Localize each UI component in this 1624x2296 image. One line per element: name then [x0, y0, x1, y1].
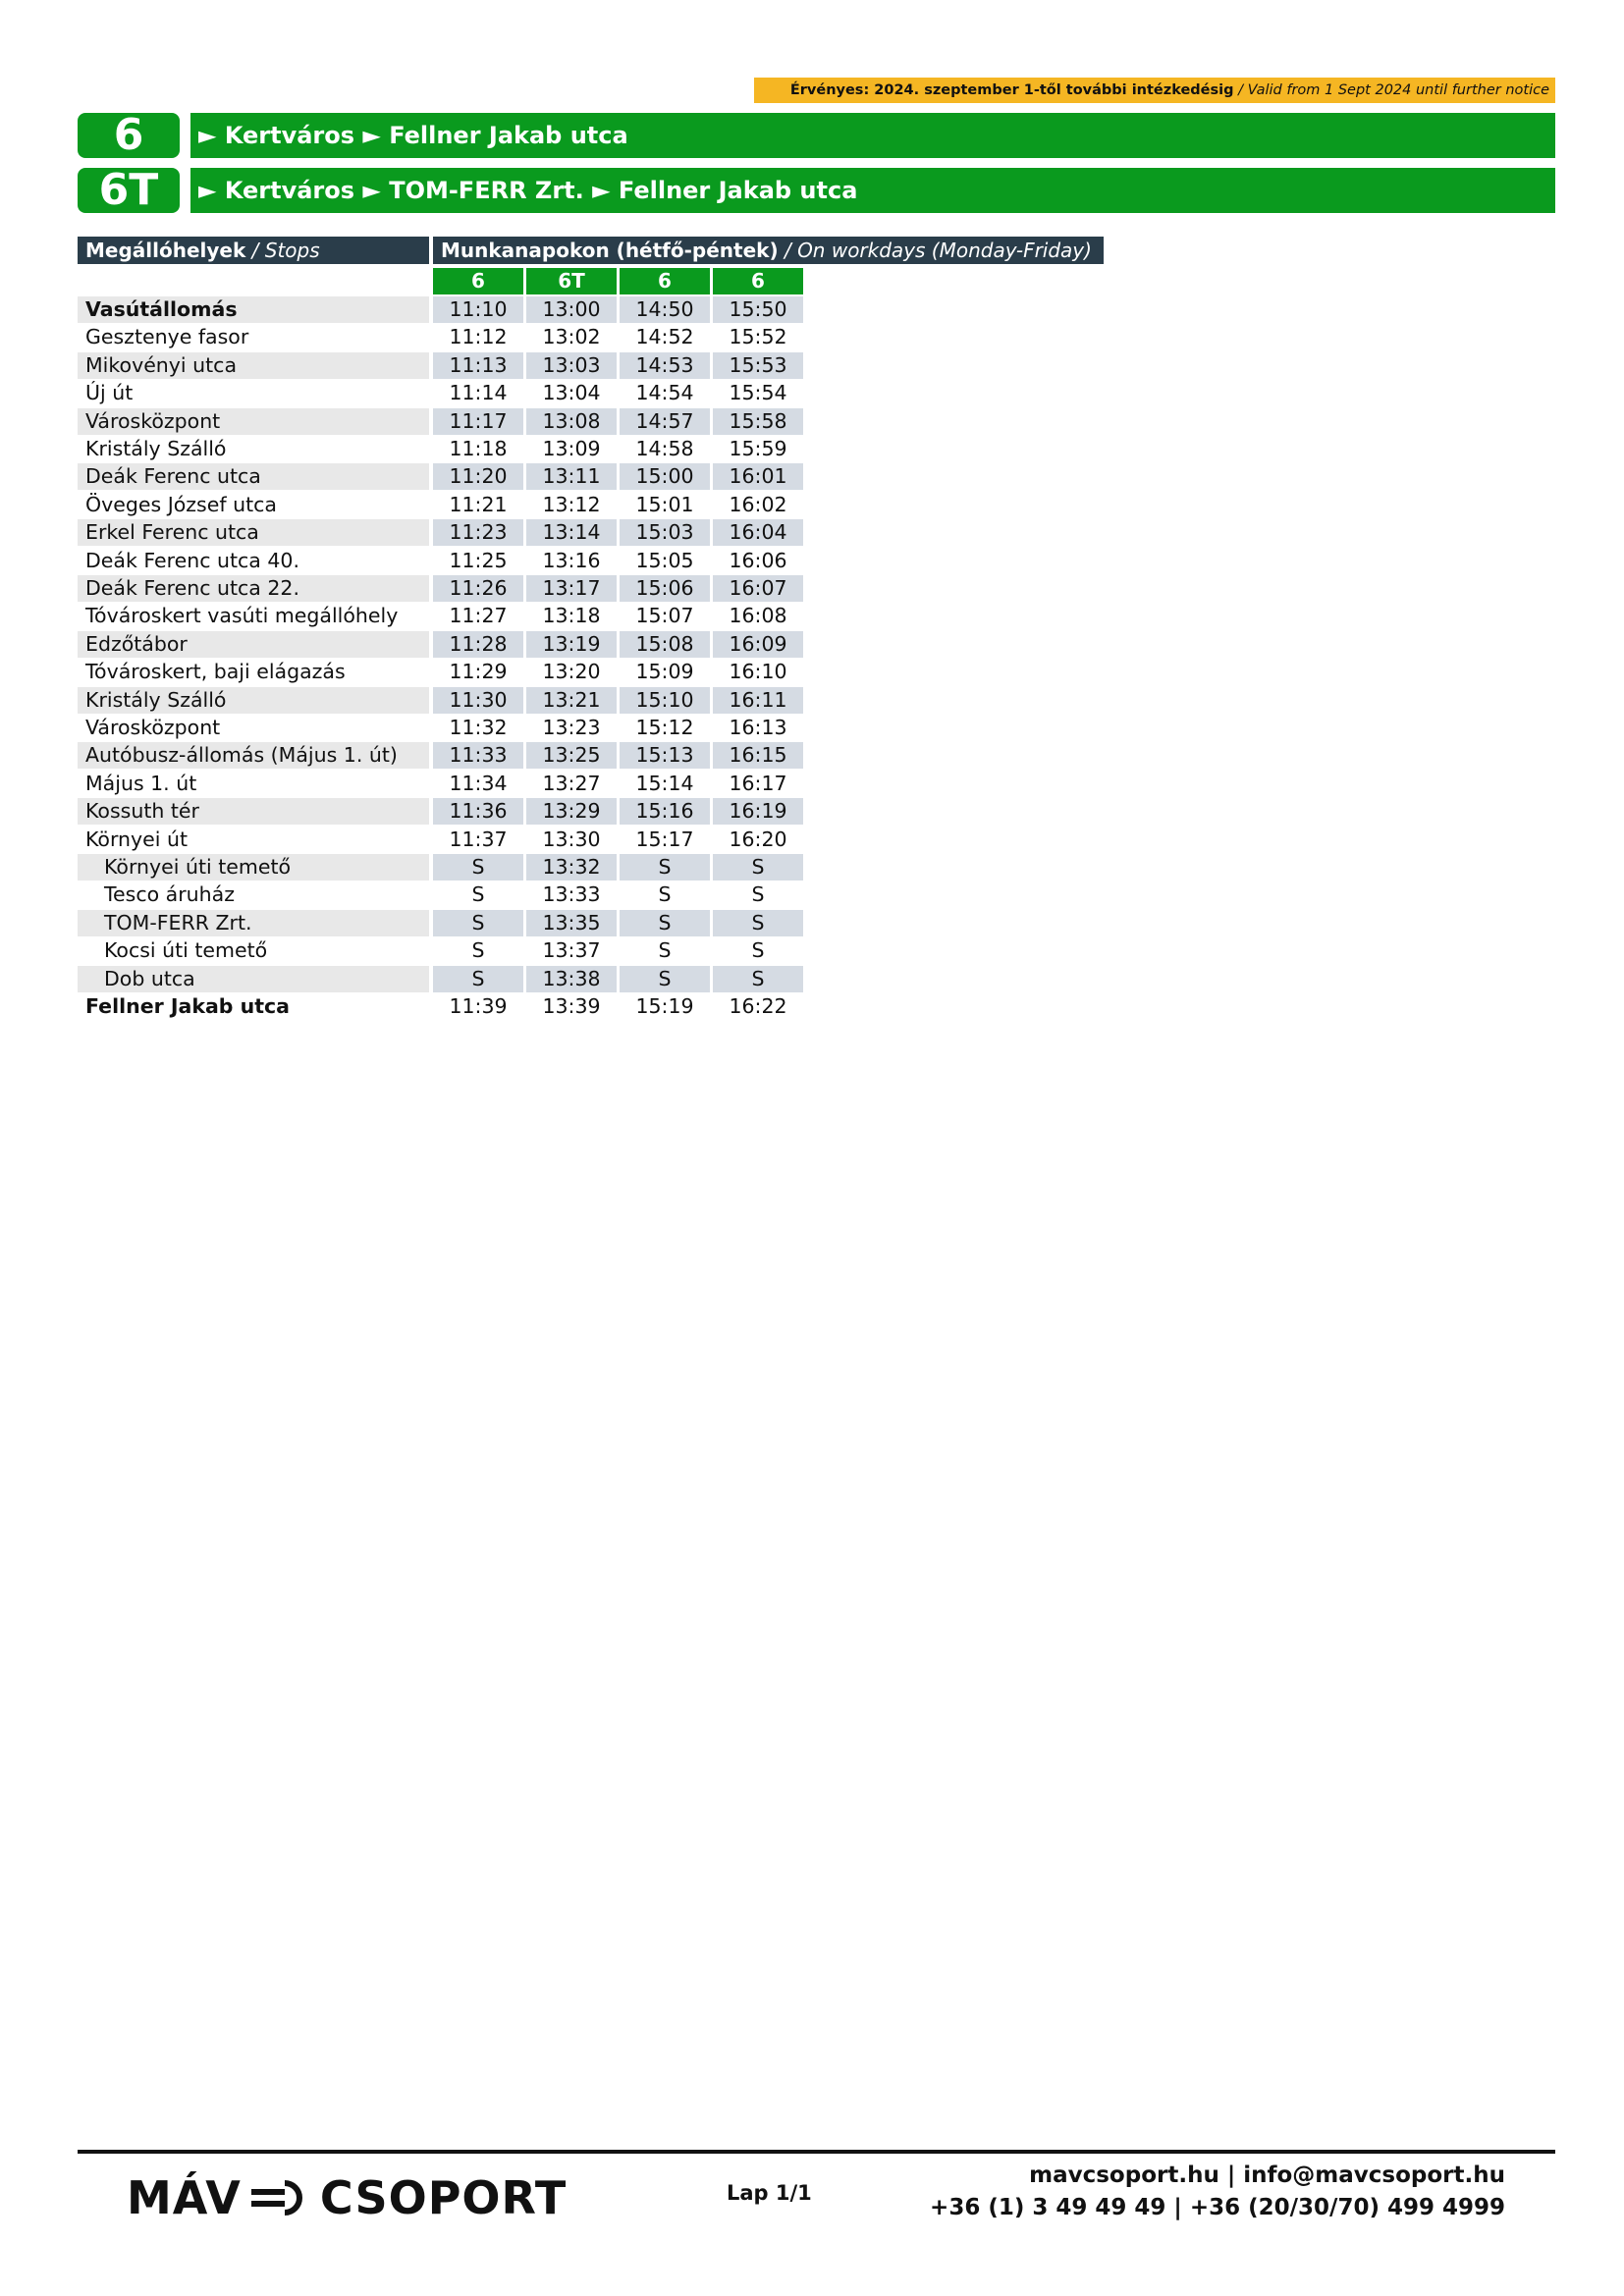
table-row: [78, 993, 804, 1021]
departure-time: 16:20: [729, 827, 787, 851]
stop-name: Edzőtábor: [78, 631, 429, 658]
table-row: [78, 324, 804, 351]
stop-name: Deák Ferenc utca 22.: [78, 575, 429, 602]
departure-time: 15:58: [713, 408, 803, 435]
stop-name: Deák Ferenc utca 40.: [85, 548, 299, 572]
departure-time: 11:21: [449, 492, 508, 516]
table-row: [78, 937, 804, 965]
departure-time: 13:21: [526, 687, 617, 714]
table-row: [78, 827, 804, 854]
departure-time: 16:13: [729, 716, 787, 739]
departure-time: 15:06: [620, 575, 710, 602]
stop-name: Kocsi úti temető: [104, 938, 268, 963]
contact-phone: +36 (1) 3 49 49 49 | +36 (20/30/70) 499 4999: [930, 2195, 1505, 2220]
stop-name: Környei úti temető: [78, 854, 429, 881]
column-header: 6T: [526, 268, 617, 294]
table-row: [78, 966, 804, 993]
departure-time: 15:54: [729, 381, 787, 405]
footer-divider: [78, 2150, 1555, 2154]
table-row: [78, 352, 804, 380]
departure-time: 11:27: [449, 604, 508, 628]
contact-web-email: mavcsoport.hu | info@mavcsoport.hu: [1029, 2163, 1505, 2188]
stop-name: Új út: [85, 381, 134, 405]
departure-time: 11:39: [449, 994, 508, 1018]
departure-time: S: [751, 938, 765, 963]
departure-time: S: [713, 910, 803, 936]
departure-time: 13:25: [526, 742, 617, 769]
departure-time: 14:50: [620, 296, 710, 323]
departure-time: S: [620, 854, 710, 881]
table-row: [78, 687, 804, 715]
table-row: [78, 408, 804, 436]
departure-time: 15:52: [729, 325, 787, 349]
stop-name: Környei út: [85, 827, 189, 851]
departure-time: 13:29: [526, 798, 617, 825]
table-row: [78, 548, 804, 575]
stops-header: [78, 237, 429, 264]
departure-time: 16:06: [729, 548, 787, 572]
departure-time: 16:17: [729, 771, 787, 795]
mav-csoport-logo: [127, 2173, 567, 2222]
stops-header-en: / Stops: [251, 239, 320, 262]
stop-name: Május 1. út: [85, 771, 197, 795]
departure-time: 15:07: [635, 604, 694, 628]
departure-time: S: [433, 966, 523, 992]
stop-name: Kossuth tér: [78, 798, 429, 825]
departure-time: 13:02: [542, 325, 601, 349]
departure-time: 11:33: [433, 742, 523, 769]
departure-time: 11:13: [433, 352, 523, 379]
stop-name: Fellner Jakab utca: [85, 994, 290, 1018]
departure-time: S: [658, 938, 672, 963]
departure-time: 11:23: [433, 519, 523, 546]
departure-time: S: [471, 938, 485, 963]
departure-time: 16:08: [729, 604, 787, 628]
departure-time: 11:20: [433, 463, 523, 490]
period-header-hu: Munkanapokon (hétfő-péntek): [441, 239, 779, 262]
departure-time: 15:19: [635, 994, 694, 1018]
stop-name: Dob utca: [78, 966, 429, 992]
departure-time: 16:04: [713, 519, 803, 546]
table-row: [78, 881, 804, 909]
departure-time: 15:00: [620, 463, 710, 490]
stop-name: Tóvároskert, baji elágazás: [85, 660, 346, 684]
table-row: [78, 715, 804, 742]
page-number: Lap 1/1: [727, 2181, 812, 2205]
departure-time: 13:23: [542, 716, 601, 739]
route-badge: 6: [78, 113, 180, 158]
table-row: [78, 854, 804, 881]
departure-time: 13:19: [526, 631, 617, 658]
departure-time: 16:15: [713, 742, 803, 769]
departure-time: S: [433, 910, 523, 936]
departure-time: 11:28: [433, 631, 523, 658]
column-header: 6: [713, 268, 803, 294]
departure-time: 11:32: [449, 716, 508, 739]
departure-time: 15:59: [729, 437, 787, 460]
departure-time: 15:12: [635, 716, 694, 739]
departure-time: 11:36: [433, 798, 523, 825]
departure-time: 15:16: [620, 798, 710, 825]
departure-time: S: [471, 882, 485, 907]
departure-time: 13:03: [526, 352, 617, 379]
table-row: [78, 296, 804, 324]
departure-time: S: [751, 882, 765, 907]
rail-logo-icon: [251, 2180, 310, 2216]
departure-time: 13:14: [526, 519, 617, 546]
departure-time: 11:14: [449, 381, 508, 405]
departure-time: 11:37: [449, 827, 508, 851]
departure-time: 13:30: [542, 827, 601, 851]
departure-time: 13:38: [526, 966, 617, 992]
departure-time: 16:09: [713, 631, 803, 658]
stop-name: Deák Ferenc utca: [78, 463, 429, 490]
departure-time: S: [433, 854, 523, 881]
table-row: [78, 603, 804, 630]
departure-time: 14:58: [635, 437, 694, 460]
departure-time: 13:12: [542, 492, 601, 516]
departure-time: S: [620, 910, 710, 936]
route-badge: 6T: [78, 168, 180, 213]
validity-banner: [754, 78, 1555, 103]
stop-name: Autóbusz-állomás (Május 1. út): [78, 742, 429, 769]
stop-name: Városközpont: [78, 408, 429, 435]
period-header-en: / On workdays (Monday-Friday): [784, 239, 1092, 262]
departure-time: 11:17: [433, 408, 523, 435]
stop-name: TOM-FERR Zrt.: [78, 910, 429, 936]
table-row: [78, 659, 804, 686]
departure-time: 11:26: [433, 575, 523, 602]
table-row: [78, 742, 804, 770]
departure-time: 15:13: [620, 742, 710, 769]
departure-time: S: [620, 966, 710, 992]
departure-time: 13:20: [542, 660, 601, 684]
departure-time: 11:18: [449, 437, 508, 460]
logo-text-left: MÁV: [127, 2171, 242, 2224]
departure-time: 14:54: [635, 381, 694, 405]
stop-name: Gesztenye fasor: [85, 325, 249, 349]
departure-time: 13:11: [526, 463, 617, 490]
departure-time: 13:16: [542, 548, 601, 572]
stop-name: Kristály Szálló: [85, 437, 227, 460]
departure-time: 13:09: [542, 437, 601, 460]
departure-time: 13:33: [542, 882, 601, 907]
departure-time: 13:35: [526, 910, 617, 936]
departure-time: 16:07: [713, 575, 803, 602]
period-header: [433, 237, 1104, 264]
logo-text-right: CSOPORT: [319, 2171, 568, 2224]
departure-time: 13:32: [526, 854, 617, 881]
stop-name: Mikovényi utca: [78, 352, 429, 379]
departure-time: 13:04: [542, 381, 601, 405]
departure-time: 16:02: [729, 492, 787, 516]
departure-time: 15:03: [620, 519, 710, 546]
departure-time: 11:30: [433, 687, 523, 714]
stop-name: Öveges József utca: [85, 492, 277, 516]
contact-info: [930, 2160, 1505, 2224]
departure-time: 16:10: [729, 660, 787, 684]
stop-name: Vasútállomás: [78, 296, 429, 323]
table-row: [78, 436, 804, 463]
departure-time: 15:17: [635, 827, 694, 851]
stop-name: Tesco áruház: [104, 882, 235, 907]
departure-time: 11:10: [433, 296, 523, 323]
table-row: [78, 771, 804, 798]
departure-time: 15:50: [713, 296, 803, 323]
route-path: ► Kertváros ► Fellner Jakab utca: [190, 113, 1555, 158]
departure-time: 16:01: [713, 463, 803, 490]
departure-time: 13:27: [542, 771, 601, 795]
table-row: [78, 910, 804, 937]
departure-time: 15:05: [635, 548, 694, 572]
departure-time: 15:09: [635, 660, 694, 684]
stops-header-hu: Megállóhelyek: [85, 239, 246, 262]
departure-time: 13:37: [542, 938, 601, 963]
departure-time: 16:19: [713, 798, 803, 825]
stop-name: Tóvároskert vasúti megállóhely: [85, 604, 399, 628]
departure-time: 13:17: [526, 575, 617, 602]
departure-time: 13:00: [526, 296, 617, 323]
departure-time: 15:01: [635, 492, 694, 516]
departure-time: 14:57: [620, 408, 710, 435]
departure-time: 15:14: [635, 771, 694, 795]
validity-text-en: / Valid from 1 Sept 2024 until further notice: [1238, 82, 1549, 98]
stop-name: Kristály Szálló: [78, 687, 429, 714]
departure-time: S: [658, 882, 672, 907]
departure-time: S: [713, 854, 803, 881]
departure-time: S: [713, 966, 803, 992]
stop-name: Városközpont: [85, 716, 221, 739]
stop-name: Erkel Ferenc utca: [78, 519, 429, 546]
departure-time: 13:39: [542, 994, 601, 1018]
table-row: [78, 380, 804, 407]
departure-time: 15:10: [620, 687, 710, 714]
departure-time: 11:34: [449, 771, 508, 795]
departure-time: 15:53: [713, 352, 803, 379]
departure-time: 11:29: [449, 660, 508, 684]
departure-time: 11:25: [449, 548, 508, 572]
column-header: 6: [433, 268, 523, 294]
departure-time: 13:18: [542, 604, 601, 628]
departure-time: 16:11: [713, 687, 803, 714]
departure-time: 11:12: [449, 325, 508, 349]
validity-text-hu: Érvényes: 2024. szeptember 1-től további intézkedésig: [789, 82, 1234, 98]
table-row: [78, 463, 804, 491]
table-row: [78, 631, 804, 659]
route-path: ► Kertváros ► TOM-FERR Zrt. ► Fellner Jakab utca: [190, 168, 1555, 213]
table-row: [78, 575, 804, 603]
table-row: [78, 492, 804, 519]
departure-time: 14:53: [620, 352, 710, 379]
departure-time: 14:52: [635, 325, 694, 349]
departure-time: 13:08: [526, 408, 617, 435]
table-row: [78, 798, 804, 826]
departure-time: 16:22: [729, 994, 787, 1018]
departure-time: 15:08: [620, 631, 710, 658]
table-row: [78, 519, 804, 547]
column-header: 6: [620, 268, 710, 294]
